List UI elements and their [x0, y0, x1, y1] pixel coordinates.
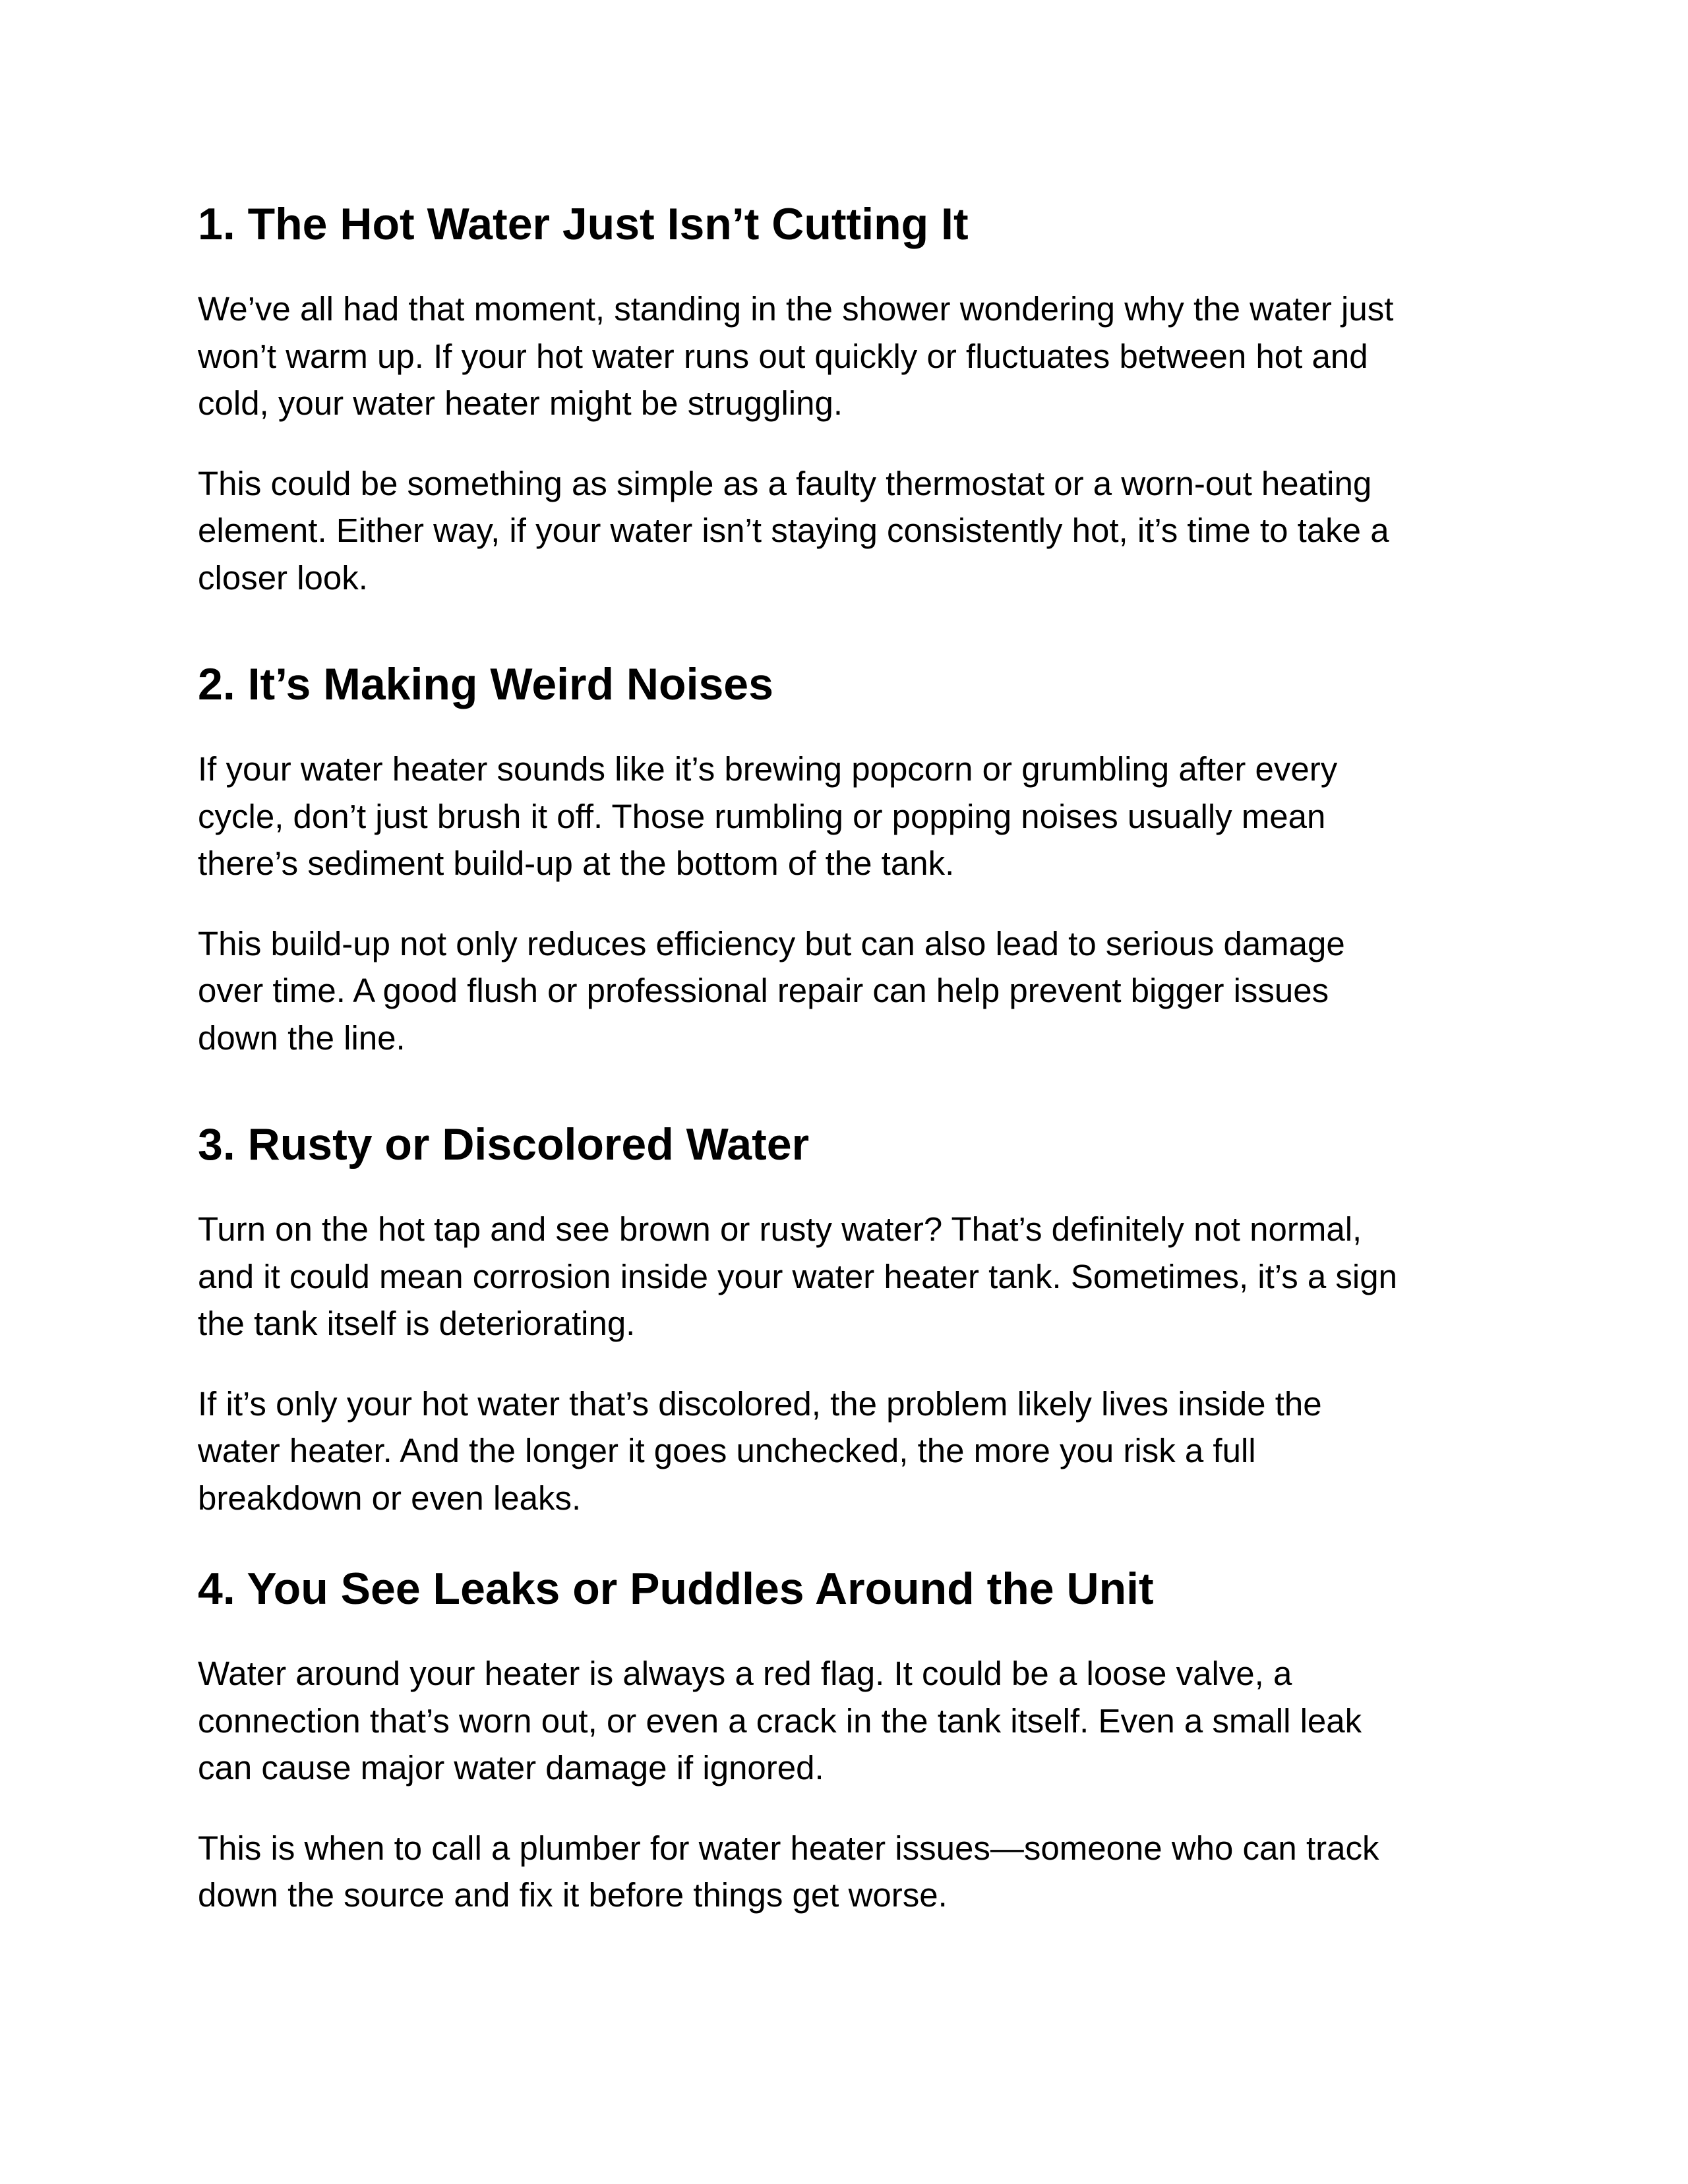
section-paragraph — [198, 460, 1490, 602]
paragraph-line: This is when to call a plumber for water heater issues—someone who can track — [198, 1829, 1379, 1867]
paragraph-line: and it could mean corrosion inside your water heater tank. Sometimes, it’s a sign — [198, 1257, 1397, 1295]
paragraph-line: can cause major water damage if ignored. — [198, 1749, 824, 1786]
section-paragraph — [198, 1206, 1490, 1347]
section-paragraph — [198, 285, 1490, 427]
paragraph-line: over time. A good flush or professional repair can help prevent bigger issues — [198, 972, 1329, 1009]
section-leaks — [198, 1562, 1490, 1919]
section-weird-noises — [198, 658, 1490, 1061]
paragraph-line: won’t warm up. If your hot water runs out quickly or fluctuates between hot and — [198, 337, 1368, 375]
paragraph-line: water heater. And the longer it goes unchecked, the more you risk a full — [198, 1432, 1256, 1469]
paragraph-line: If it’s only your hot water that’s discolored, the problem likely lives inside the — [198, 1384, 1322, 1423]
paragraph-line: the tank itself is deteriorating. — [198, 1305, 636, 1342]
paragraph-line: If your water heater sounds like it’s brewing popcorn or grumbling after every — [198, 750, 1338, 788]
paragraph-line: Water around your heater is always a red flag. It could be a loose valve, a — [198, 1655, 1292, 1692]
paragraph-line: down the line. — [198, 1018, 406, 1057]
section-paragraph — [198, 920, 1490, 1062]
section-paragraph — [198, 1380, 1490, 1522]
paragraph-line: We’ve all had that moment, standing in the shower wondering why the water just — [198, 290, 1394, 328]
section-heading: 4. You See Leaks or Puddles Around the Unit — [198, 1564, 1154, 1614]
section-paragraph — [198, 1650, 1490, 1792]
section-heading: 1. The Hot Water Just Isn’t Cutting It — [198, 199, 969, 249]
section-paragraph — [198, 1825, 1490, 1919]
paragraph-line: Turn on the hot tap and see brown or rusty water? That’s definitely not normal, — [198, 1210, 1362, 1248]
paragraph-line: there’s sediment build-up at the bottom of the tank. — [198, 844, 955, 882]
paragraph-line: breakdown or even leaks. — [198, 1479, 582, 1517]
paragraph-line: down the source and fix it before things get worse. — [198, 1876, 948, 1914]
paragraph-line: This build-up not only reduces efficiency but can also lead to serious damage — [198, 924, 1345, 962]
paragraph-line: closer look. — [198, 558, 368, 597]
section-hot-water — [198, 198, 1490, 601]
paragraph-line: connection that’s worn out, or even a crack in the tank itself. Even a small leak — [198, 1701, 1362, 1740]
paragraph-line: cycle, don’t just brush it off. Those rumbling or popping noises usually mean — [198, 797, 1326, 835]
section-heading: 3. Rusty or Discolored Water — [198, 1119, 810, 1169]
paragraph-line: element. Either way, if your water isn’t staying consistently hot, it’s time to take a — [198, 512, 1389, 549]
paragraph-line: This could be something as simple as a faulty thermostat or a worn-out heating — [198, 464, 1372, 502]
section-paragraph — [198, 746, 1490, 887]
section-heading: 2. It’s Making Weird Noises — [198, 659, 773, 709]
paragraph-line: cold, your water heater might be struggling. — [198, 384, 843, 422]
section-rusty-water — [198, 1118, 1490, 1521]
